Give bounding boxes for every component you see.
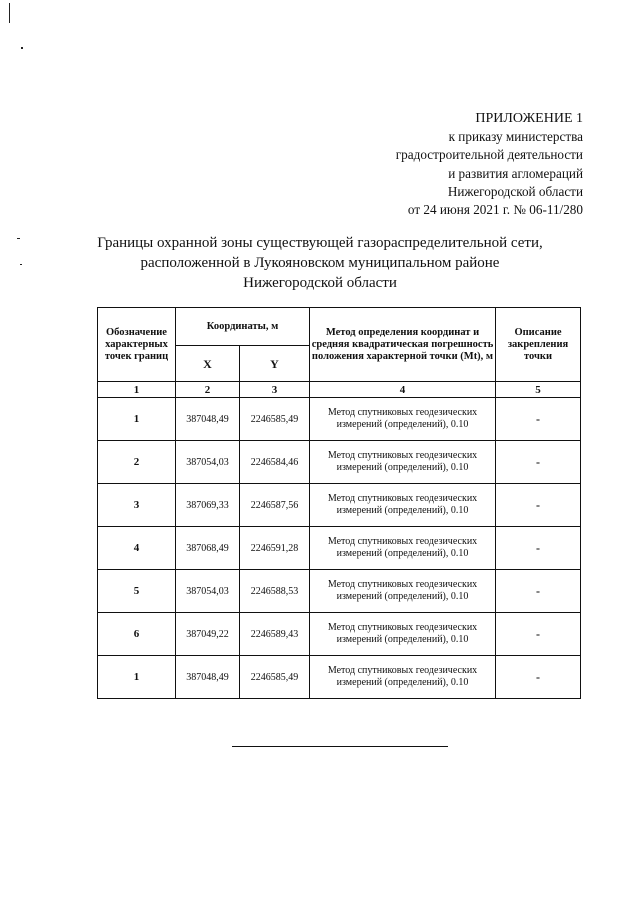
method-cell: Метод спутниковых геодезических измерений (определений), 0.10 (310, 527, 496, 570)
table-row (98, 656, 581, 699)
header-x: X (176, 346, 240, 382)
boundary-points-table (97, 307, 581, 699)
table-row (98, 398, 581, 441)
document-title (0, 233, 640, 293)
y-cell: 2246585,49 (240, 656, 310, 699)
table-header-row (98, 308, 581, 346)
column-number: 5 (496, 382, 581, 398)
header-desc: Описание закрепления точки (496, 308, 581, 382)
table-row (98, 441, 581, 484)
point-cell: 3 (98, 484, 176, 527)
x-cell: 387069,33 (176, 484, 240, 527)
x-cell: 387068,49 (176, 527, 240, 570)
desc-cell: - (496, 656, 581, 699)
y-cell: 2246584,46 (240, 441, 310, 484)
header-point: Обозначение характерных точек границ (98, 308, 176, 382)
point-cell: 4 (98, 527, 176, 570)
point-cell: 1 (98, 656, 176, 699)
y-cell: 2246589,43 (240, 613, 310, 656)
column-number: 2 (176, 382, 240, 398)
table-row (98, 613, 581, 656)
y-cell: 2246587,56 (240, 484, 310, 527)
x-cell: 387048,49 (176, 398, 240, 441)
title-line: расположенной в Лукояновском муниципальном районе (140, 255, 500, 271)
appendix-date: от 24 июня 2021 г. № 06-11/280 (407, 202, 583, 218)
column-number: 1 (98, 382, 176, 398)
y-cell: 2246585,49 (240, 398, 310, 441)
table-row (98, 527, 581, 570)
method-cell: Метод спутниковых геодезических измерений (определений), 0.10 (310, 656, 496, 699)
x-cell: 387048,49 (176, 656, 240, 699)
table-row (98, 570, 581, 613)
method-cell: Метод спутниковых геодезических измерений (определений), 0.10 (310, 613, 496, 656)
scan-mark (9, 3, 10, 23)
desc-cell: - (496, 398, 581, 441)
desc-cell: - (496, 570, 581, 613)
column-number: 3 (240, 382, 310, 398)
point-cell: 2 (98, 441, 176, 484)
column-number-row (98, 382, 581, 398)
header-y: Y (240, 346, 310, 382)
title-line: Нижегородской области (243, 275, 397, 291)
desc-cell: - (496, 484, 581, 527)
method-cell: Метод спутниковых геодезических измерений (определений), 0.10 (310, 398, 496, 441)
header-method: Метод определения координат и средняя квадратическая погрешность положения характерной точки (Mt), м (310, 308, 496, 382)
appendix-line: к приказу министерства (448, 129, 583, 145)
appendix-line: Нижегородской области (447, 183, 583, 199)
closing-rule (232, 746, 448, 747)
appendix-header (396, 110, 583, 219)
y-cell: 2246591,28 (240, 527, 310, 570)
x-cell: 387054,03 (176, 441, 240, 484)
desc-cell: - (496, 441, 581, 484)
method-cell: Метод спутниковых геодезических измерений (определений), 0.10 (310, 441, 496, 484)
appendix-line: градостроительной деятельности (395, 147, 583, 163)
y-cell: 2246588,53 (240, 570, 310, 613)
appendix-line: и развития агломераций (448, 165, 583, 181)
desc-cell: - (496, 527, 581, 570)
scan-mark (21, 47, 23, 49)
method-cell: Метод спутниковых геодезических измерений (определений), 0.10 (310, 570, 496, 613)
x-cell: 387049,22 (176, 613, 240, 656)
method-cell: Метод спутниковых геодезических измерений (определений), 0.10 (310, 484, 496, 527)
table-body (98, 398, 581, 699)
desc-cell: - (496, 613, 581, 656)
point-cell: 5 (98, 570, 176, 613)
table-row (98, 484, 581, 527)
x-cell: 387054,03 (176, 570, 240, 613)
appendix-title: ПРИЛОЖЕНИЕ 1 (475, 111, 583, 126)
point-cell: 6 (98, 613, 176, 656)
header-coords: Координаты, м (176, 308, 310, 346)
title-line: Границы охранной зоны существующей газораспределительной сети, (97, 235, 543, 251)
column-number: 4 (310, 382, 496, 398)
point-cell: 1 (98, 398, 176, 441)
